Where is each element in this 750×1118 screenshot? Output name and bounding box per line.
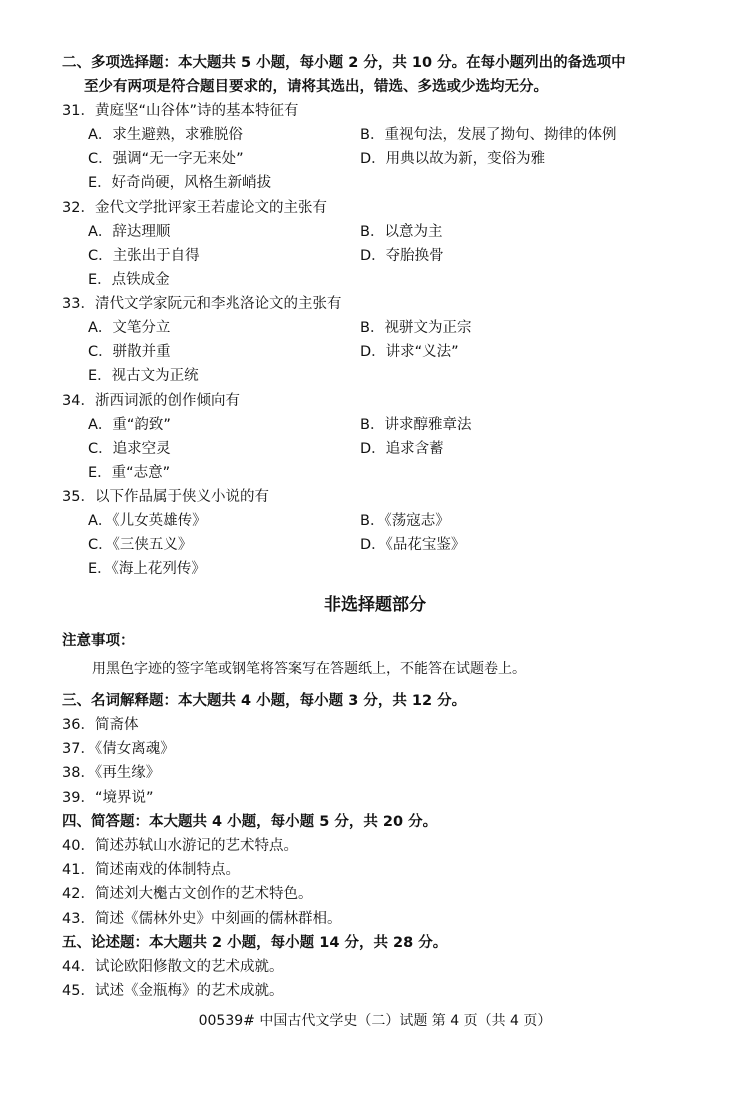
q32-option-e: E．点铁成金: [88, 272, 170, 288]
question-33-stem: 33．清代文学家阮元和李兆洛论文的主张有: [62, 296, 342, 312]
question-36: 36．简斋体: [62, 717, 139, 733]
section3-heading: 三、名词解释题：本大题共 4 小题，每小题 3 分，共 12 分。: [62, 693, 467, 709]
notice-body: 用黑色字迹的签字笔或钢笔将答案写在答题纸上，不能答在试题卷上。: [92, 661, 526, 677]
question-39: 39．“境界说”: [62, 790, 154, 806]
q35-option-e: E．《海上花列传》: [88, 561, 206, 577]
question-44: 44．试论欧阳修散文的艺术成就。: [62, 959, 284, 975]
question-38: 38．《再生缘》: [62, 765, 161, 781]
q33-option-d: D．讲求“义法”: [360, 344, 459, 360]
section4-heading: 四、简答题：本大题共 4 小题，每小题 5 分，共 20 分。: [62, 814, 438, 830]
notice-title: 注意事项：: [62, 633, 135, 649]
q34-option-b: B．讲求醇雅章法: [360, 417, 472, 433]
q32-option-d: D．夺胎换骨: [360, 248, 444, 264]
non-choice-title: 非选择题部分: [324, 595, 426, 615]
q34-option-d: D．追求含蓄: [360, 441, 444, 457]
q34-option-a: A．重“韵致”: [88, 417, 171, 433]
q31-option-d: D．用典以故为新，变俗为雅: [360, 151, 546, 167]
q31-option-c: C．强调“无一字无来处”: [88, 151, 244, 167]
page-footer: 00539# 中国古代文学史（二）试题 第 4 页（共 4 页）: [198, 1013, 552, 1029]
q35-option-a: A．《儿女英雄传》: [88, 513, 207, 529]
question-37: 37．《倩女离魂》: [62, 741, 175, 757]
question-40: 40．简述苏轼山水游记的艺术特点。: [62, 838, 298, 854]
question-43: 43．简述《儒林外史》中刻画的儒林群相。: [62, 911, 342, 927]
q35-option-b: B．《荡寇志》: [360, 513, 450, 529]
q32-option-c: C．主张出于自得: [88, 248, 200, 264]
section2-heading-line1: 二、多项选择题：本大题共 5 小题，每小题 2 分，共 10 分。在每小题列出的备选项中: [62, 55, 626, 71]
question-35-stem: 35．以下作品属于侠义小说的有: [62, 489, 269, 505]
q33-option-a: A．文笔分立: [88, 320, 171, 336]
section2-heading-line2: 至少有两项是符合题目要求的，请将其选出，错选、多选或少选均无分。: [84, 79, 548, 95]
q31-option-e: E．好奇尚硬，风格生新峭拔: [88, 175, 272, 191]
q33-option-b: B．视骈文为正宗: [360, 320, 472, 336]
question-34-stem: 34．浙西词派的创作倾向有: [62, 393, 240, 409]
q31-option-b: B．重视句法，发展了拗句、拗律的体例: [360, 127, 617, 143]
q35-option-d: D．《品花宝鉴》: [360, 537, 466, 553]
q31-option-a: A．求生避熟，求雅脱俗: [88, 127, 243, 143]
q33-option-c: C．骈散并重: [88, 344, 171, 360]
q35-option-c: C．《三侠五义》: [88, 537, 193, 553]
q32-option-b: B．以意为主: [360, 224, 443, 240]
q33-option-e: E．视古文为正统: [88, 368, 199, 384]
q34-option-c: C．追求空灵: [88, 441, 171, 457]
question-42: 42．简述刘大櫆古文创作的艺术特色。: [62, 886, 313, 902]
q32-option-a: A．辞达理顺: [88, 224, 171, 240]
question-45: 45．试述《金瓶梅》的艺术成就。: [62, 983, 284, 999]
section5-heading: 五、论述题：本大题共 2 小题，每小题 14 分，共 28 分。: [62, 935, 448, 951]
question-32-stem: 32．金代文学批评家王若虚论文的主张有: [62, 200, 327, 216]
question-41: 41．简述南戏的体制特点。: [62, 862, 240, 878]
q34-option-e: E．重“志意”: [88, 465, 171, 481]
question-31-stem: 31．黄庭坚“山谷体”诗的基本特征有: [62, 103, 299, 119]
